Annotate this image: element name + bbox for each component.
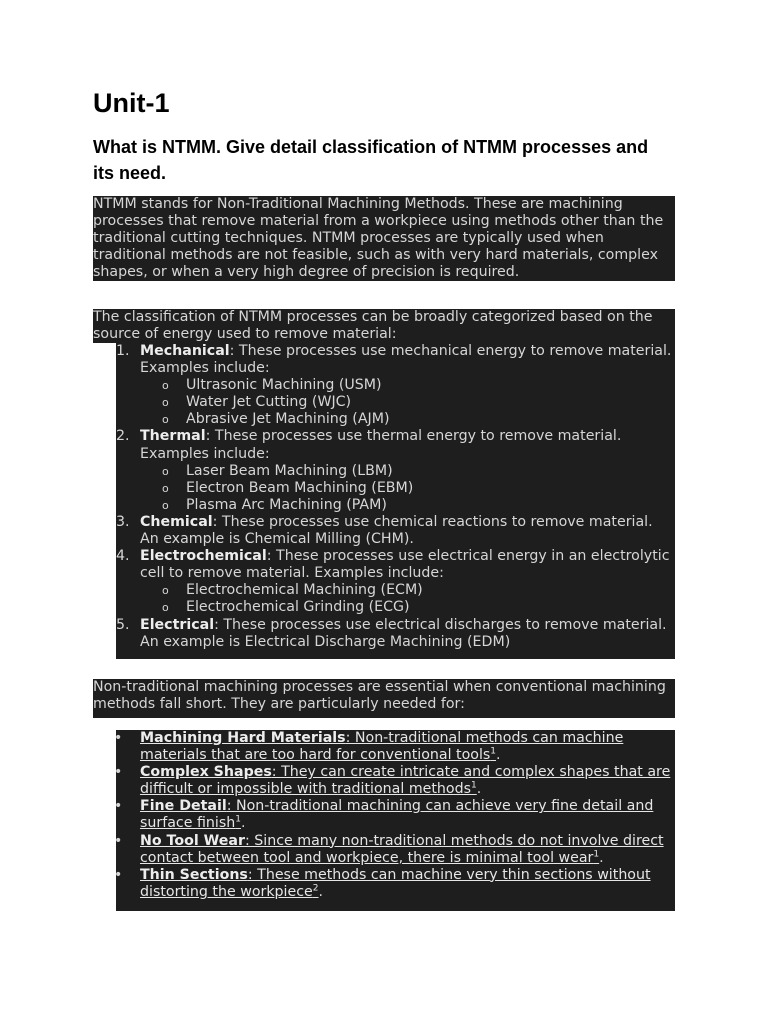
category-text	[140, 428, 621, 461]
need-text	[140, 867, 651, 900]
need-text	[140, 764, 670, 797]
need-name: Fine Detail	[140, 798, 227, 815]
example-text: Laser Beam Machining (LBM)	[186, 462, 393, 479]
example-text: Electrochemical Grinding (ECG)	[186, 599, 410, 616]
example-text: Electrochemical Machining (ECM)	[186, 582, 423, 599]
need-name: Machining Hard Materials	[140, 730, 346, 746]
classification-list	[116, 343, 675, 659]
need-item: • Fine Detail: Non-traditional machining can achieve very fine detail and surface finish$^1$.	[114, 798, 654, 832]
category-name: Thermal	[140, 428, 206, 445]
need-desc: : Non-traditional machining can achieve very fine detail and surface finish	[140, 798, 654, 832]
need-name: Complex Shapes	[140, 764, 272, 781]
need-desc: : These methods can machine very thin sections without distorting the workpiece	[140, 866, 651, 900]
example-text: Electron Beam Machining (EBM)	[186, 479, 414, 496]
category-item	[116, 343, 675, 377]
footnote-ref: 1	[490, 746, 497, 757]
example-item	[116, 497, 675, 514]
bullet-icon: •	[114, 764, 123, 781]
category-name: Mechanical	[140, 343, 230, 359]
hollow-bullet-icon: o	[162, 379, 169, 393]
example-item	[116, 463, 675, 480]
hollow-bullet-icon: o	[162, 396, 169, 410]
footnote-ref: 2	[312, 883, 319, 894]
bullet-icon: •	[114, 832, 123, 849]
category-item	[116, 548, 675, 582]
example-text: Water Jet Cutting (WJC)	[186, 394, 352, 411]
need-desc: : Since many non-traditional methods do not involve direct contact between tool and workpiece, there is minimal tool wear	[140, 832, 664, 866]
hollow-bullet-icon: o	[162, 601, 169, 615]
category-name: Chemical	[140, 513, 213, 530]
example-text: Ultrasonic Machining (USM)	[186, 377, 382, 394]
hollow-bullet-icon: o	[162, 481, 169, 495]
category-desc: : These processes use electrical discharges to remove material. An example is Electrical Discharge Machining (EDM)	[140, 616, 667, 650]
category-item	[116, 428, 675, 462]
need-desc: : They can create intricate and complex shapes that are difficult or impossible with traditional methods	[140, 764, 671, 798]
intro-paragraph: NTMM stands for Non-Traditional Machining Methods. These are machining processes that remove material from a workpiece using methods other than the traditional cutting techniques. NTMM processes are typically used when traditional methods are not feasible, such as with very hard materials, complex shapes, or when a very high degree of precision is required.	[93, 196, 675, 281]
example-item	[116, 411, 675, 428]
category-desc: : These processes use chemical reactions to remove material. An example is Chemical Milling (CHM).	[140, 513, 653, 548]
example-item	[116, 582, 675, 599]
hollow-bullet-icon: o	[162, 584, 169, 598]
category-text	[140, 548, 670, 581]
hollow-bullet-icon: o	[162, 413, 169, 427]
footnote-ref: 1	[593, 848, 600, 859]
example-text: Abrasive Jet Machining (AJM)	[186, 411, 390, 428]
example-text: Plasma Arc Machining (PAM)	[186, 496, 387, 513]
bullet-icon: •	[114, 866, 123, 883]
need-item: • Machining Hard Materials: Non-traditional methods can machine materials that are too hard for conventional tools$^1$.	[114, 730, 624, 764]
category-name: Electrochemical	[140, 548, 267, 565]
category-text	[140, 617, 667, 650]
need-text	[140, 798, 653, 831]
category-text	[140, 514, 653, 547]
need-name: Thin Sections	[140, 866, 248, 883]
example-item	[116, 599, 675, 616]
category-number: 4.	[116, 548, 130, 565]
need-item: • Thin Sections: These methods can machine very thin sections without distorting the workpiece$^2$.	[114, 866, 651, 900]
bullet-icon: •	[114, 730, 123, 746]
category-number: 5.	[116, 616, 130, 633]
category-name: Electrical	[140, 616, 215, 633]
category-item	[116, 514, 675, 548]
category-number: 3.	[116, 513, 130, 530]
need-text	[140, 730, 623, 763]
bullet-icon: •	[114, 798, 123, 815]
category-item	[116, 617, 675, 651]
category-desc: : These processes use mechanical energy to remove material. Examples include:	[140, 343, 672, 377]
category-text	[140, 343, 671, 376]
need-intro-paragraph: Non-traditional machining processes are essential when conventional machining methods fall short. They are particularly needed for:	[93, 679, 675, 718]
page-title: Unit-1	[93, 88, 170, 118]
need-desc: : Non-traditional methods can machine materials that are too hard for conventional tools	[140, 730, 624, 764]
need-item: • Complex Shapes: They can create intricate and complex shapes that are difficult or impossible with traditional methods$^1$.	[114, 764, 671, 798]
needs-list	[116, 730, 675, 911]
hollow-bullet-icon: o	[162, 498, 169, 512]
category-number: 1.	[116, 343, 130, 359]
question-heading: What is NTMM. Give detail classification of NTMM processes and its need.	[93, 137, 649, 183]
hollow-bullet-icon: o	[162, 464, 169, 478]
need-name: No Tool Wear	[140, 832, 245, 849]
footnote-ref: 1	[471, 780, 477, 791]
category-number: 2.	[116, 428, 130, 445]
example-item	[116, 377, 675, 394]
category-desc: : These processes use electrical energy in an electrolytic cell to remove material. Examples include:	[140, 548, 670, 582]
category-desc: : These processes use thermal energy to remove material. Examples include:	[140, 428, 622, 462]
footnote-ref: 1	[235, 814, 241, 825]
need-item: • No Tool Wear: Since many non-traditional methods do not involve direct contact between tool and workpiece, there is minimal tool wear$^1$.	[114, 832, 664, 866]
example-item	[116, 480, 675, 497]
classification-intro: The classification of NTMM processes can be broadly categorized based on the source of energy used to remove material:	[93, 309, 675, 343]
need-text	[140, 833, 664, 866]
example-item	[116, 394, 675, 411]
